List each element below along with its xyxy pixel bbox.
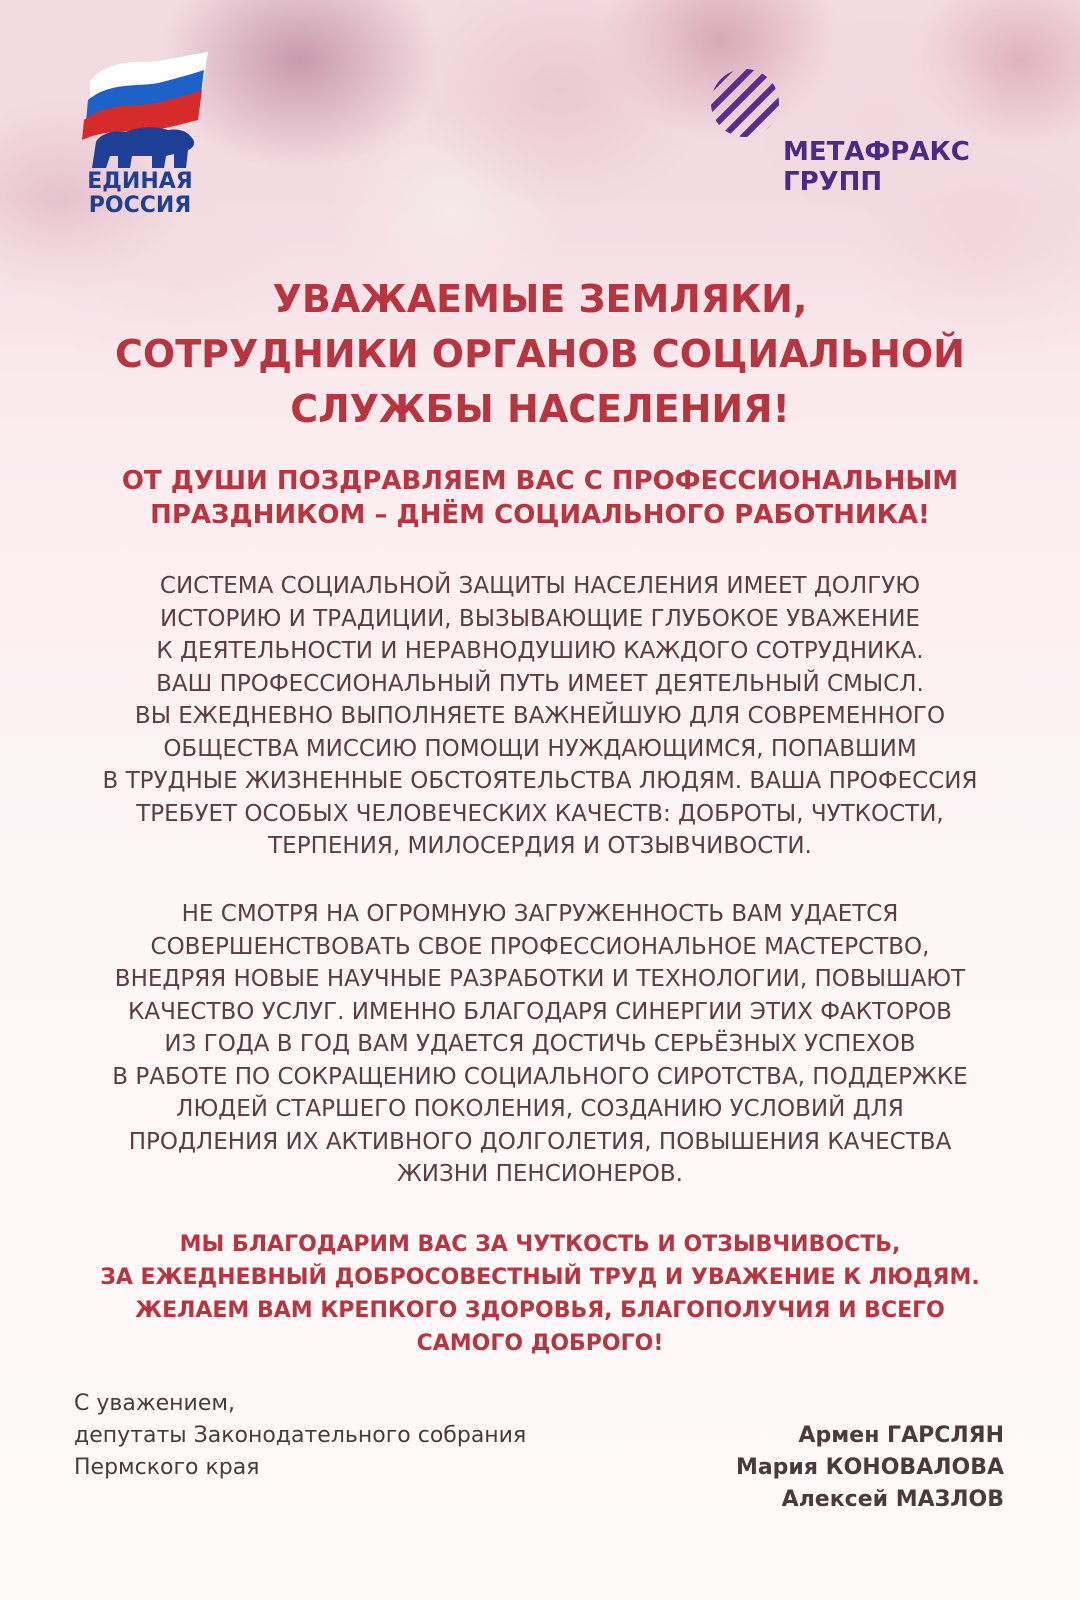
paragraph-line: ВАШ ПРОФЕССИОНАЛЬНЫЙ ПУТЬ ИМЕЕТ ДЕЯТЕЛЬНЫЙ СМЫСЛ. (156, 670, 924, 697)
bear-flag-icon (70, 50, 210, 170)
paragraph-line: ЖИЗНИ ПЕНСИОНЕРОВ. (397, 1161, 683, 1187)
signatory-name: Армен ГАРСЛЯН (798, 1423, 1004, 1448)
closing-line: ЗА ЕЖЕДНЕВНЫЙ ДОБРОСОВЕСТНЫЙ ТРУД И УВАЖЕНИЕ К ЛЮДЯМ. (100, 1265, 980, 1290)
body-paragraph-1 (40, 570, 1040, 863)
paragraph-line: ТЕРПЕНИЯ, МИЛОСЕРДИЯ И ОТЗЫВЧИВОСТИ. (268, 833, 812, 859)
paragraph-line: ВЫ ЕЖЕДНЕВНО ВЫПОЛНЯЕТЕ ВАЖНЕЙШУЮ ДЛЯ СОВРЕМЕННОГО (134, 703, 946, 729)
signatory-name: Алексей МАЗЛОВ (781, 1487, 1004, 1512)
mf-line-2: ГРУПП (783, 167, 883, 197)
signature-line: депутаты Законодательного собрания (74, 1423, 527, 1448)
paragraph-line: К ДЕЯТЕЛЬНОСТИ И НЕРАВНОДУШИЮ КАЖДОГО СОТРУДНИКА. (156, 638, 924, 664)
paragraph-line: СИСТЕМА СОЦИАЛЬНОЙ ЗАЩИТЫ НАСЕЛЕНИЯ ИМЕЕТ ДОЛГУЮ (159, 573, 921, 599)
closing-line: ЖЕЛАЕМ ВАМ КРЕПКОГО ЗДОРОВЬЯ, БЛАГОПОЛУЧИЯ И ВСЕГО (135, 1298, 945, 1323)
er-line-1: ЕДИНАЯ (87, 169, 193, 194)
congratulation-subheading (40, 464, 1040, 532)
signature-regards (74, 1388, 634, 1484)
heading-line: СОТРУДНИКИ ОРГАНОВ СОЦИАЛЬНОЙ (115, 332, 965, 376)
paragraph-line: ТРЕБУЕТ ОСОБЫХ ЧЕЛОВЕЧЕСКИХ КАЧЕСТВ: ДОБРОТЫ, ЧУТКОСТИ, (136, 800, 944, 827)
subheading-line: ПРАЗДНИКОМ – ДНЁМ СОЦИАЛЬНОГО РАБОТНИКА! (150, 500, 930, 530)
mf-line-1: МЕТАФРАКС (783, 137, 970, 167)
subheading-line: ОТ ДУШИ ПОЗДРАВЛЯЕМ ВАС С ПРОФЕССИОНАЛЬНЫМ (121, 466, 959, 496)
paragraph-line: СОВЕРШЕНСТВОВАТЬ СВОЕ ПРОФЕССИОНАЛЬНОЕ МАСТЕРСТВО, (150, 933, 930, 960)
closing-wishes (40, 1228, 1040, 1360)
paragraph-line: В РАБОТЕ ПО СОКРАЩЕНИЮ СОЦИАЛЬНОГО СИРОТСТВА, ПОДДЕРЖКЕ (112, 1063, 968, 1090)
metafraks-symbol-icon (705, 65, 785, 145)
heading-line: СЛУЖБЫ НАСЕЛЕНИЯ! (290, 387, 790, 431)
paragraph-line: ИСТОРИЮ И ТРАДИЦИИ, ВЫЗЫВАЮЩИЕ ГЛУБОКОЕ УВАЖЕНИЕ (160, 605, 920, 632)
metafraks-logo (705, 65, 1005, 205)
paragraph-line: ПРОДЛЕНИЯ ИХ АКТИВНОГО ДОЛГОЛЕТИЯ, ПОВЫШЕНИЯ КАЧЕСТВА (128, 1128, 952, 1155)
paragraph-line: ЛЮДЕЙ СТАРШЕГО ПОКОЛЕНИЯ, СОЗДАНИЮ УСЛОВИЙ ДЛЯ (176, 1096, 904, 1122)
edinaya-rossiya-logo (70, 50, 210, 230)
signature-line: С уважением, (74, 1391, 235, 1416)
signatory-name: Мария КОНОВАЛОВА (735, 1455, 1004, 1480)
paragraph-line: ОБЩЕСТВА МИССИЮ ПОМОЩИ НУЖДАЮЩИМСЯ, ПОПАВШИМ (163, 735, 917, 762)
body-paragraph-2 (40, 898, 1040, 1191)
signature-line: Пермского края (74, 1455, 260, 1480)
paragraph-line: ВНЕДРЯЯ НОВЫЕ НАУЧНЫЕ РАЗРАБОТКИ И ТЕХНОЛОГИИ, ПОВЫШАЮТ (114, 966, 966, 992)
paragraph-line: НЕ СМОТРЯ НА ОГРОМНУЮ ЗАГРУЖЕННОСТЬ ВАМ УДАЕТСЯ (181, 901, 899, 927)
edinaya-rossiya-wordmark (70, 170, 210, 218)
signature-names (600, 1420, 1004, 1516)
er-line-2: РОССИЯ (88, 193, 192, 218)
paragraph-line: ИЗ ГОДА В ГОД ВАМ УДАЕТСЯ ДОСТИЧЬ СЕРЬЁЗНЫХ УСПЕХОВ (164, 1031, 916, 1057)
paragraph-line: КАЧЕСТВО УСЛУГ. ИМЕННО БЛАГОДАРЯ СИНЕРГИИ ЭТИХ ФАКТОРОВ (128, 998, 952, 1025)
metafraks-wordmark (783, 137, 1013, 197)
paragraph-line: В ТРУДНЫЕ ЖИЗНЕННЫЕ ОБСТОЯТЕЛЬСТВА ЛЮДЯМ. ВАША ПРОФЕССИЯ (102, 768, 978, 794)
main-heading (60, 272, 1020, 437)
closing-line: МЫ БЛАГОДАРИМ ВАС ЗА ЧУТКОСТЬ И ОТЗЫВЧИВОСТЬ, (179, 1232, 901, 1257)
closing-line: САМОГО ДОБРОГО! (416, 1331, 664, 1356)
heading-line: УВАЖАЕМЫЕ ЗЕМЛЯКИ, (272, 277, 808, 321)
